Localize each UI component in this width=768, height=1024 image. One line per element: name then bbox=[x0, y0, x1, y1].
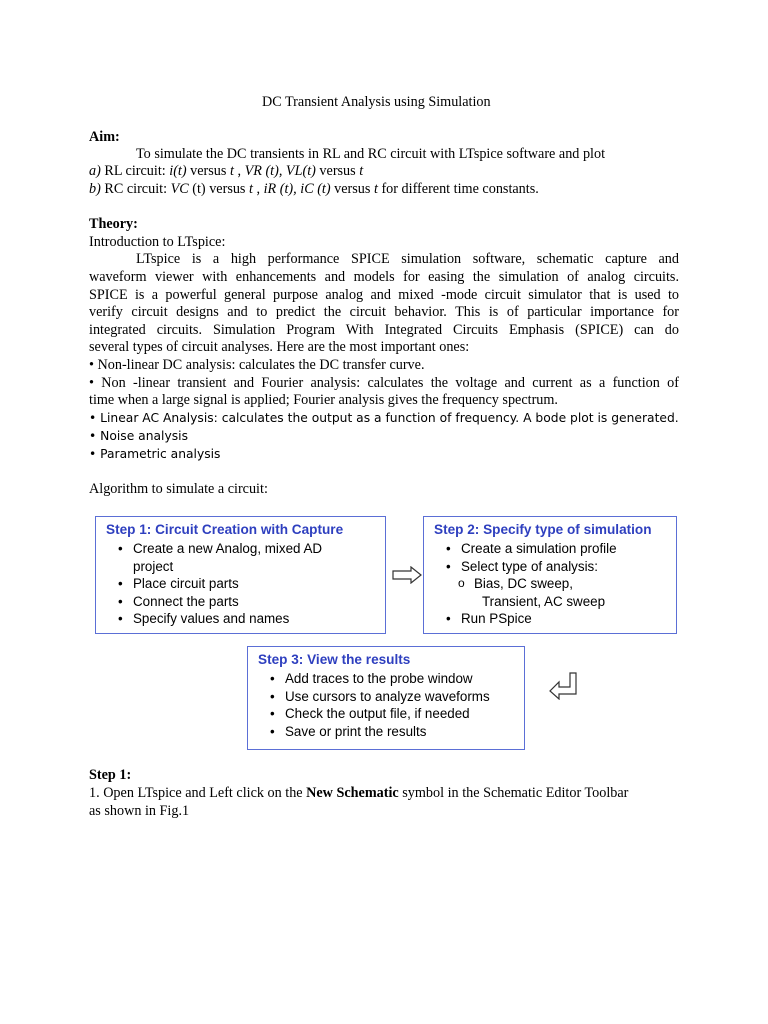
step2-title: Step 2: Specify type of simulation bbox=[434, 522, 652, 537]
theory-bullet: • Non -linear transient and Fourier analysis: calculates the voltage and current as a function of bbox=[89, 375, 679, 391]
step2-box bbox=[423, 516, 677, 634]
theory-para-line: verify circuit designs and to predict the circuit behavior. This is of particular importance for bbox=[89, 304, 679, 320]
step3-title: Step 3: View the results bbox=[258, 652, 411, 667]
list-item: Transient, AC sweep bbox=[482, 593, 606, 609]
list-item: • Place circuit parts bbox=[116, 575, 322, 593]
list-item: • Specify values and names bbox=[116, 610, 322, 628]
step1-instruction: 1. Open LTspice and Left click on the New Schematic symbol in the Schematic Editor Toolbar bbox=[89, 785, 629, 801]
algorithm-label: Algorithm to simulate a circuit: bbox=[89, 481, 268, 497]
step1-box bbox=[95, 516, 386, 634]
step3-box bbox=[247, 646, 525, 750]
list-item: • Check the output file, if needed bbox=[268, 705, 490, 723]
theory-bullet: • Linear AC Analysis: calculates the output as a function of frequency. A bode plot is generated. bbox=[89, 411, 679, 425]
theory-bullet: • Parametric analysis bbox=[89, 447, 221, 461]
list-item: • Use cursors to analyze waveforms bbox=[268, 688, 490, 706]
aim-intro: To simulate the DC transients in RL and RC circuit with LTspice software and plot bbox=[136, 146, 606, 162]
theory-para-line: several types of circuit analyses. Here are the most important ones: bbox=[89, 339, 470, 355]
document-title: DC Transient Analysis using Simulation bbox=[262, 94, 491, 110]
step2-list bbox=[444, 540, 617, 628]
list-item: • Connect the parts bbox=[116, 593, 322, 611]
list-item: • Create a new Analog, mixed AD bbox=[116, 540, 322, 558]
aim-item-a: a) RL circuit: i(t) versus t , VR (t), VL(t) versus t bbox=[89, 163, 364, 179]
step1-heading: Step 1: bbox=[89, 767, 132, 783]
theory-heading: Theory: bbox=[89, 216, 138, 232]
right-arrow-icon bbox=[392, 566, 422, 584]
theory-para-line: SPICE is a powerful general purpose analog and mixed -mode circuit simulator that is used to bbox=[89, 287, 679, 303]
step1-instruction-cont: as shown in Fig.1 bbox=[89, 803, 190, 819]
list-item: • Save or print the results bbox=[268, 723, 490, 741]
theory-para-line: waveform viewer with enhancements and models for easing the simulation of analog circuits. bbox=[89, 269, 679, 285]
theory-para-line: integrated circuits. Simulation Program With Integrated Circuits Emphasis (SPICE) can do bbox=[89, 322, 679, 338]
list-item: • Select type of analysis: bbox=[444, 558, 617, 576]
step3-list bbox=[268, 670, 490, 740]
aim-item-b: b) RC circuit: VC (t) versus t , iR (t), iC (t) versus t for different time constants. bbox=[89, 181, 539, 197]
theory-bullet: • Non-linear DC analysis: calculates the DC transfer curve. bbox=[89, 357, 425, 373]
list-item: • Add traces to the probe window bbox=[268, 670, 490, 688]
theory-bullet-cont: time when a large signal is applied; Fourier analysis gives the frequency spectrum. bbox=[89, 392, 558, 408]
theory-para-line: LTspice is a high performance SPICE simulation software, schematic capture and bbox=[136, 251, 679, 267]
aim-heading: Aim: bbox=[89, 129, 120, 145]
list-item: • Run PSpice bbox=[444, 610, 617, 628]
list-item: project bbox=[133, 558, 174, 574]
theory-intro: Introduction to LTspice: bbox=[89, 234, 226, 250]
list-item: • Create a simulation profile bbox=[444, 540, 617, 558]
step1-list bbox=[116, 540, 322, 628]
list-item: o Bias, DC sweep, bbox=[444, 575, 617, 593]
return-arrow-icon bbox=[549, 672, 579, 700]
step1-title: Step 1: Circuit Creation with Capture bbox=[106, 522, 344, 537]
theory-bullet: • Noise analysis bbox=[89, 429, 188, 443]
